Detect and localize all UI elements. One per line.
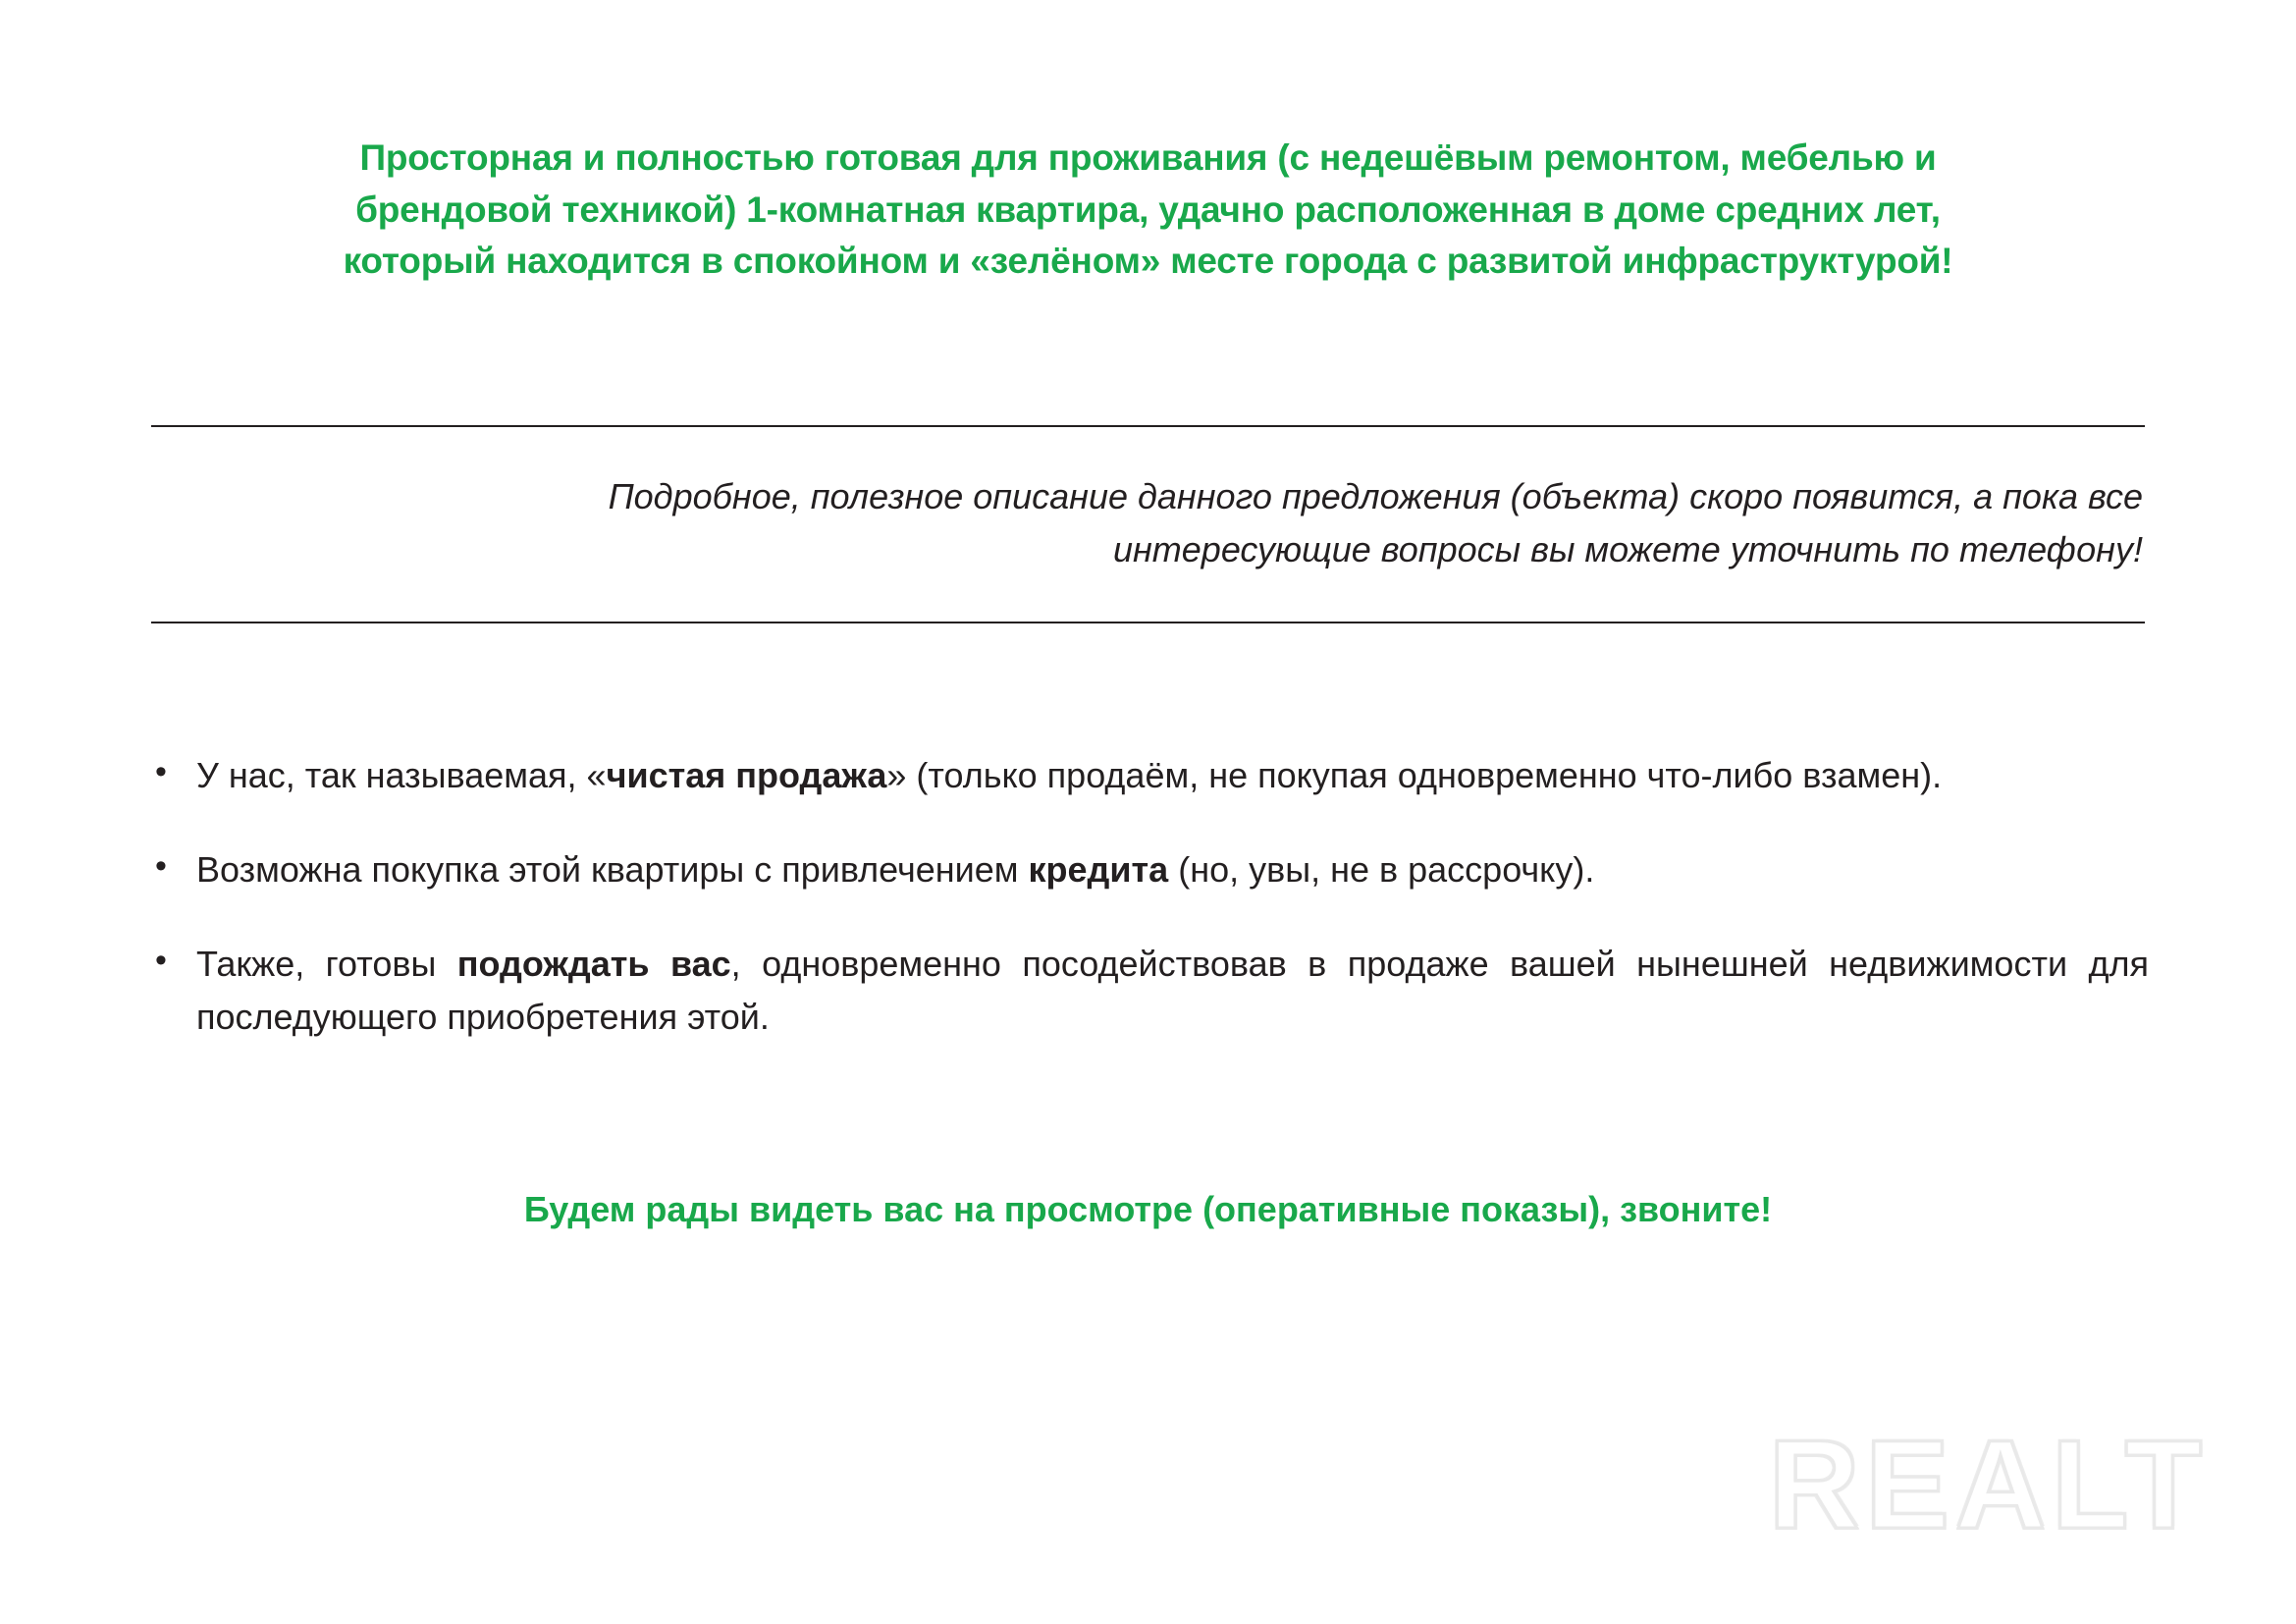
headline-line-1: Просторная и полностью готовая для проживания (с недешёвым ремонтом, мебелью и [359, 137, 1937, 178]
listing-bullet-list [147, 623, 2149, 1044]
bullet-text-part-2: » (только продаём, не покупая одновременно что-либо взамен). [886, 754, 1943, 795]
realt-watermark: REALT [1768, 1415, 2208, 1555]
bullet-text-part-2: , одновременно посодействовав в продаже вашей нынешней недвижимости для последующего приобретения этой. [196, 943, 2149, 1037]
list-item [147, 938, 2149, 1044]
bullet-text-part-2: (но, увы, не в рассрочку). [1168, 848, 1595, 890]
bullet-text-part-1: Также, готовы [196, 943, 457, 984]
bullet-text-part-1: Возможна покупка этой квартиры с привлечением [196, 848, 1029, 890]
headline-line-3: который находится в спокойном и «зелёном» месте города с развитой инфраструктурой! [343, 241, 1953, 282]
list-item [147, 843, 2149, 896]
note-line-2: интересующие вопросы вы можете уточнить по телефону! [1112, 528, 2143, 569]
list-item [147, 749, 2149, 802]
listing-note [147, 427, 2149, 576]
bullet-text-bold: кредита [1028, 848, 1169, 890]
bullet-text-bold: чистая продажа [606, 754, 887, 795]
note-line-1: Подробное, полезное описание данного предложения (объекта) скоро появится, а пока все [608, 475, 2143, 516]
closing-call-to-action: Будем рады видеть вас на просмотре (оперативные показы), звоните! [523, 1188, 1773, 1229]
bullet-text-part-1: У нас, так называемая, « [196, 754, 607, 795]
bullet-text-bold: подождать вас [456, 943, 731, 984]
listing-headline [147, 0, 2149, 288]
headline-line-2: брендовой техникой) 1-комнатная квартира, удачно расположенная в доме средних лет, [355, 189, 1941, 230]
